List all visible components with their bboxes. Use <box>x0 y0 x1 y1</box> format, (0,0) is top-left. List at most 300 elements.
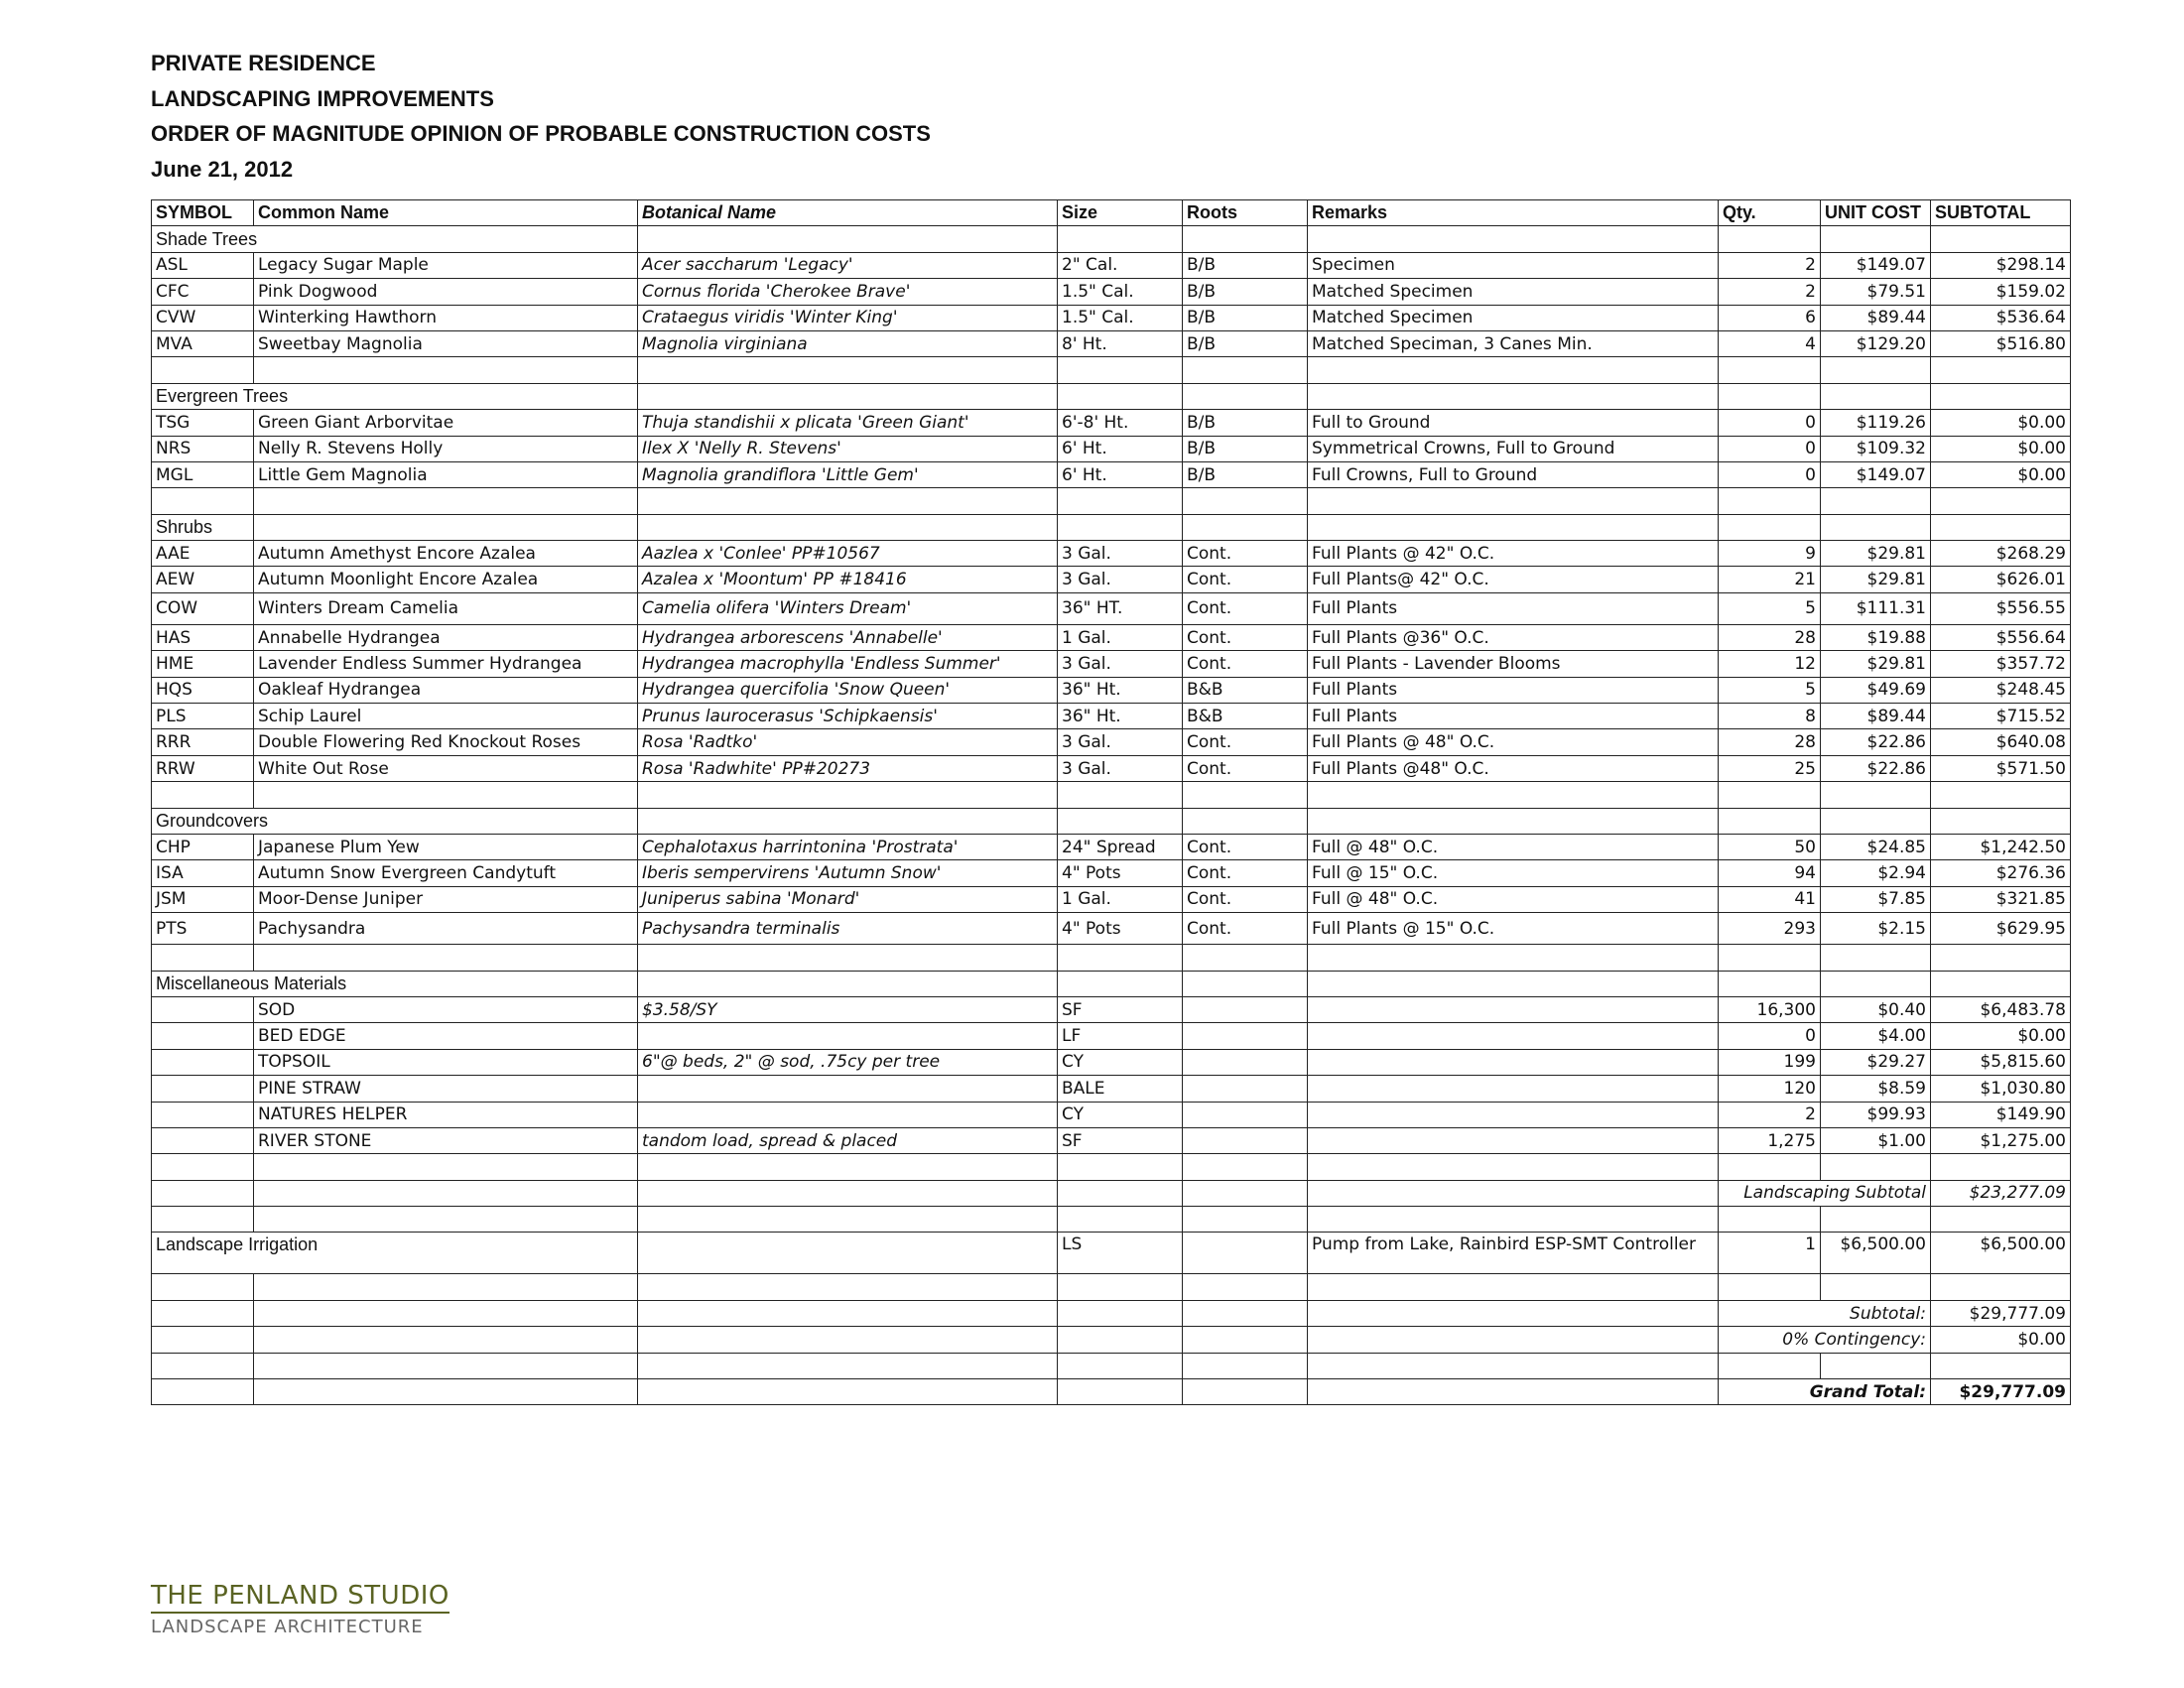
cell-subtotal: $556.55 <box>1931 592 2071 624</box>
cell-remarks: Full Plants @ 42" O.C. <box>1308 541 1719 567</box>
cell-remarks: Full Plants <box>1308 677 1719 703</box>
grand-total-row <box>152 1379 2071 1405</box>
cell-botanical-name: Cornus florida 'Cherokee Brave' <box>638 279 1058 305</box>
cell-unit-cost: $29.27 <box>1821 1049 1931 1075</box>
cell-symbol <box>152 1023 254 1049</box>
cell-subtotal: $276.36 <box>1931 860 2071 886</box>
cell-size: 4" Pots <box>1058 860 1183 886</box>
cell-size: 4" Pots <box>1058 913 1183 945</box>
cell-unit-cost: $149.07 <box>1821 461 1931 487</box>
cell-symbol: PTS <box>152 913 254 945</box>
cell-roots: Cont. <box>1183 541 1308 567</box>
cell-qty: 41 <box>1719 886 1821 912</box>
cell-subtotal: $5,815.60 <box>1931 1049 2071 1075</box>
cell-subtotal: $629.95 <box>1931 913 2071 945</box>
table-row <box>152 279 2071 305</box>
table-body <box>152 226 2071 1405</box>
cell-size: 3 Gal. <box>1058 729 1183 755</box>
cell-common-name: Moor-Dense Juniper <box>254 886 638 912</box>
cell-qty: 199 <box>1719 1049 1821 1075</box>
cell-roots: B/B <box>1183 461 1308 487</box>
cell-roots <box>1183 1049 1308 1075</box>
section-groundcovers: Groundcovers <box>152 808 638 834</box>
cell-roots <box>1183 1076 1308 1102</box>
cell-botanical-name: Juniperus sabina 'Monard' <box>638 886 1058 912</box>
cell-subtotal: $1,275.00 <box>1931 1127 2071 1153</box>
cell-qty: 21 <box>1719 567 1821 592</box>
cell-size: CY <box>1058 1049 1183 1075</box>
cell-qty: 25 <box>1719 755 1821 781</box>
cell-common-name: Japanese Plum Yew <box>254 834 638 859</box>
cell-remarks: Symmetrical Crowns, Full to Ground <box>1308 436 1719 461</box>
table-row <box>152 1023 2071 1049</box>
cell-unit-cost: $4.00 <box>1821 1023 1931 1049</box>
cell-symbol: ISA <box>152 860 254 886</box>
subtotal-label: Subtotal: <box>1719 1300 1931 1326</box>
cell-common-name: Lavender Endless Summer Hydrangea <box>254 651 638 677</box>
cell-roots: Cont. <box>1183 913 1308 945</box>
cell-botanical-name <box>638 1102 1058 1127</box>
col-size: Size <box>1058 200 1183 226</box>
cell-subtotal: $0.00 <box>1931 436 2071 461</box>
section-header-row <box>152 514 2071 540</box>
cell-qty: 293 <box>1719 913 1821 945</box>
irrigation-qty: 1 <box>1719 1233 1821 1274</box>
cell-size: 8' Ht. <box>1058 330 1183 356</box>
cell-botanical-name: Ilex X 'Nelly R. Stevens' <box>638 436 1058 461</box>
cell-qty: 50 <box>1719 834 1821 859</box>
cell-remarks: Full Plants @ 15" O.C. <box>1308 913 1719 945</box>
cell-remarks: Full @ 48" O.C. <box>1308 834 1719 859</box>
title-line-1: PRIVATE RESIDENCE <box>151 51 376 75</box>
cell-common-name: Autumn Amethyst Encore Azalea <box>254 541 638 567</box>
cell-roots: B/B <box>1183 279 1308 305</box>
cell-botanical-name: Pachysandra terminalis <box>638 913 1058 945</box>
cell-qty: 1,275 <box>1719 1127 1821 1153</box>
cell-symbol: HAS <box>152 624 254 650</box>
cell-size: SF <box>1058 996 1183 1022</box>
col-remarks: Remarks <box>1308 200 1719 226</box>
cell-unit-cost: $149.07 <box>1821 252 1931 278</box>
cell-common-name: Autumn Snow Evergreen Candytuft <box>254 860 638 886</box>
cell-botanical-name: Camelia olifera 'Winters Dream' <box>638 592 1058 624</box>
cell-symbol: AAE <box>152 541 254 567</box>
cell-qty: 9 <box>1719 541 1821 567</box>
section-misc-materials: Miscellaneous Materials <box>152 971 638 996</box>
cell-roots: B/B <box>1183 305 1308 330</box>
cell-subtotal: $1,030.80 <box>1931 1076 2071 1102</box>
table-row <box>152 461 2071 487</box>
cell-symbol <box>152 1076 254 1102</box>
cell-botanical-name <box>638 1023 1058 1049</box>
cell-size: 1 Gal. <box>1058 624 1183 650</box>
cell-common-name: TOPSOIL <box>254 1049 638 1075</box>
cell-qty: 28 <box>1719 729 1821 755</box>
section-header-row <box>152 226 2071 252</box>
table-row <box>152 1049 2071 1075</box>
cell-botanical-name: Rosa 'Radtko' <box>638 729 1058 755</box>
cell-qty: 120 <box>1719 1076 1821 1102</box>
cell-qty: 5 <box>1719 592 1821 624</box>
cell-botanical-name: Aazlea x 'Conlee' PP#10567 <box>638 541 1058 567</box>
cell-symbol: RRR <box>152 729 254 755</box>
document-title-block <box>151 46 931 187</box>
cell-subtotal: $536.64 <box>1931 305 2071 330</box>
cell-unit-cost: $111.31 <box>1821 592 1931 624</box>
irrigation-size: LS <box>1058 1233 1183 1274</box>
cell-subtotal: $640.08 <box>1931 729 2071 755</box>
cell-remarks: Matched Specimen <box>1308 279 1719 305</box>
cell-unit-cost: $89.44 <box>1821 704 1931 729</box>
table-row <box>152 755 2071 781</box>
table-row <box>152 436 2071 461</box>
cell-unit-cost: $29.81 <box>1821 567 1931 592</box>
studio-subtitle: LANDSCAPE ARCHITECTURE <box>151 1617 424 1637</box>
cell-common-name: Annabelle Hydrangea <box>254 624 638 650</box>
cell-common-name: BED EDGE <box>254 1023 638 1049</box>
cell-unit-cost: $0.40 <box>1821 996 1931 1022</box>
cell-qty: 6 <box>1719 305 1821 330</box>
cell-subtotal: $0.00 <box>1931 410 2071 436</box>
cell-qty: 94 <box>1719 860 1821 886</box>
cell-common-name: White Out Rose <box>254 755 638 781</box>
cell-unit-cost: $22.86 <box>1821 755 1931 781</box>
table-row <box>152 410 2071 436</box>
cell-qty: 0 <box>1719 1023 1821 1049</box>
contingency-label: 0% Contingency: <box>1719 1327 1931 1353</box>
cell-size: 6' Ht. <box>1058 461 1183 487</box>
blank-row <box>152 782 2071 808</box>
cell-botanical-name: Magnolia grandiflora 'Little Gem' <box>638 461 1058 487</box>
cell-roots: Cont. <box>1183 755 1308 781</box>
cell-qty: 5 <box>1719 677 1821 703</box>
cell-qty: 8 <box>1719 704 1821 729</box>
table-row <box>152 996 2071 1022</box>
cell-botanical-name: Hydrangea macrophylla 'Endless Summer' <box>638 651 1058 677</box>
col-common-name: Common Name <box>254 200 638 226</box>
cell-symbol <box>152 1127 254 1153</box>
cell-subtotal: $556.64 <box>1931 624 2071 650</box>
cell-common-name: Winterking Hawthorn <box>254 305 638 330</box>
cell-unit-cost: $89.44 <box>1821 305 1931 330</box>
cell-remarks: Full @ 15" O.C. <box>1308 860 1719 886</box>
col-qty: Qty. <box>1719 200 1821 226</box>
contingency-row <box>152 1327 2071 1353</box>
cell-botanical-name: Prunus laurocerasus 'Schipkaensis' <box>638 704 1058 729</box>
cell-qty: 0 <box>1719 461 1821 487</box>
cell-subtotal: $357.72 <box>1931 651 2071 677</box>
landscaping-subtotal-value: $23,277.09 <box>1931 1180 2071 1206</box>
cell-roots <box>1183 1102 1308 1127</box>
cell-common-name: RIVER STONE <box>254 1127 638 1153</box>
cell-unit-cost: $22.86 <box>1821 729 1931 755</box>
cell-roots: B/B <box>1183 252 1308 278</box>
col-subtotal: SUBTOTAL <box>1931 200 2071 226</box>
cell-subtotal: $626.01 <box>1931 567 2071 592</box>
cell-remarks: Matched Specimen <box>1308 305 1719 330</box>
cell-botanical-name: Crataegus viridis 'Winter King' <box>638 305 1058 330</box>
blank-row <box>152 1207 2071 1233</box>
cell-unit-cost: $129.20 <box>1821 330 1931 356</box>
cell-unit-cost: $119.26 <box>1821 410 1931 436</box>
cell-size: 36" HT. <box>1058 592 1183 624</box>
cell-common-name: SOD <box>254 996 638 1022</box>
table-row <box>152 729 2071 755</box>
cell-qty: 0 <box>1719 410 1821 436</box>
cell-subtotal: $6,483.78 <box>1931 996 2071 1022</box>
cell-qty: 4 <box>1719 330 1821 356</box>
title-date: June 21, 2012 <box>151 156 294 182</box>
cell-symbol: CFC <box>152 279 254 305</box>
cell-remarks: Full Plants @48" O.C. <box>1308 755 1719 781</box>
cell-remarks <box>1308 1023 1719 1049</box>
cell-common-name: Sweetbay Magnolia <box>254 330 638 356</box>
cell-qty: 2 <box>1719 1102 1821 1127</box>
table-row <box>152 651 2071 677</box>
cell-common-name: NATURES HELPER <box>254 1102 638 1127</box>
cell-common-name: PINE STRAW <box>254 1076 638 1102</box>
cell-subtotal: $571.50 <box>1931 755 2071 781</box>
cell-remarks <box>1308 1102 1719 1127</box>
cell-common-name: Winters Dream Camelia <box>254 592 638 624</box>
cell-unit-cost: $7.85 <box>1821 886 1931 912</box>
cell-unit-cost: $19.88 <box>1821 624 1931 650</box>
cell-common-name: Pachysandra <box>254 913 638 945</box>
cell-qty: 12 <box>1719 651 1821 677</box>
table-row <box>152 1076 2071 1102</box>
section-evergreen-trees: Evergreen Trees <box>152 383 638 409</box>
cell-symbol <box>152 1049 254 1075</box>
cell-size: 2" Cal. <box>1058 252 1183 278</box>
cell-size: 36" Ht. <box>1058 704 1183 729</box>
blank-row <box>152 1154 2071 1180</box>
cell-qty: 0 <box>1719 436 1821 461</box>
cell-size: 1.5" Cal. <box>1058 305 1183 330</box>
cell-symbol: HQS <box>152 677 254 703</box>
subtotal-row <box>152 1300 2071 1326</box>
cell-botanical-name: Hydrangea arborescens 'Annabelle' <box>638 624 1058 650</box>
table-row <box>152 860 2071 886</box>
irrigation-unit-cost: $6,500.00 <box>1821 1233 1931 1274</box>
table-row <box>152 913 2071 945</box>
cell-common-name: Double Flowering Red Knockout Roses <box>254 729 638 755</box>
cell-subtotal: $715.52 <box>1931 704 2071 729</box>
grand-total-label: Grand Total: <box>1719 1379 1931 1405</box>
cell-remarks <box>1308 996 1719 1022</box>
cell-symbol: PLS <box>152 704 254 729</box>
section-landscape-irrigation: Landscape Irrigation <box>152 1233 638 1274</box>
title-line-2: LANDSCAPING IMPROVEMENTS <box>151 85 494 111</box>
section-header-row <box>152 808 2071 834</box>
cell-subtotal: $248.45 <box>1931 677 2071 703</box>
cell-common-name: Oakleaf Hydrangea <box>254 677 638 703</box>
cell-symbol: HME <box>152 651 254 677</box>
cell-unit-cost: $29.81 <box>1821 541 1931 567</box>
cell-roots <box>1183 996 1308 1022</box>
cell-unit-cost: $29.81 <box>1821 651 1931 677</box>
cell-qty: 16,300 <box>1719 996 1821 1022</box>
cell-remarks <box>1308 1076 1719 1102</box>
cell-botanical-name <box>638 1076 1058 1102</box>
table-row <box>152 624 2071 650</box>
section-header-row <box>152 383 2071 409</box>
cell-roots: Cont. <box>1183 624 1308 650</box>
cell-common-name: Legacy Sugar Maple <box>254 252 638 278</box>
cell-botanical-name: Iberis sempervirens 'Autumn Snow' <box>638 860 1058 886</box>
cell-subtotal: $298.14 <box>1931 252 2071 278</box>
cell-remarks <box>1308 1049 1719 1075</box>
cell-botanical-name: Hydrangea quercifolia 'Snow Queen' <box>638 677 1058 703</box>
table-row <box>152 834 2071 859</box>
cell-symbol <box>152 996 254 1022</box>
cell-unit-cost: $79.51 <box>1821 279 1931 305</box>
cell-remarks: Specimen <box>1308 252 1719 278</box>
cell-size: BALE <box>1058 1076 1183 1102</box>
cell-subtotal: $268.29 <box>1931 541 2071 567</box>
col-unit-cost: UNIT COST <box>1821 200 1931 226</box>
table-row <box>152 567 2071 592</box>
cell-size: CY <box>1058 1102 1183 1127</box>
blank-row <box>152 945 2071 971</box>
table-row <box>152 541 2071 567</box>
cell-roots: Cont. <box>1183 860 1308 886</box>
cell-botanical-name: Azalea x 'Moontum' PP #18416 <box>638 567 1058 592</box>
cell-botanical-name: tandom load, spread & placed <box>638 1127 1058 1153</box>
cell-symbol: JSM <box>152 886 254 912</box>
cell-common-name: Schip Laurel <box>254 704 638 729</box>
cell-unit-cost: $1.00 <box>1821 1127 1931 1153</box>
studio-name: THE PENLAND STUDIO <box>151 1581 450 1614</box>
cell-botanical-name: $3.58/SY <box>638 996 1058 1022</box>
cell-subtotal: $321.85 <box>1931 886 2071 912</box>
irrigation-remarks: Pump from Lake, Rainbird ESP-SMT Controller <box>1308 1233 1719 1274</box>
cell-unit-cost: $8.59 <box>1821 1076 1931 1102</box>
cell-remarks: Full Plants <box>1308 592 1719 624</box>
cell-botanical-name: 6"@ beds, 2" @ sod, .75cy per tree <box>638 1049 1058 1075</box>
cell-common-name: Green Giant Arborvitae <box>254 410 638 436</box>
cell-remarks: Full Plants@ 42" O.C. <box>1308 567 1719 592</box>
cell-roots: B/B <box>1183 436 1308 461</box>
section-header-row <box>152 971 2071 996</box>
cell-roots: Cont. <box>1183 651 1308 677</box>
table-row <box>152 677 2071 703</box>
section-shade-trees: Shade Trees <box>152 226 638 252</box>
cell-size: 1.5" Cal. <box>1058 279 1183 305</box>
cell-subtotal: $0.00 <box>1931 1023 2071 1049</box>
cell-size: 6' Ht. <box>1058 436 1183 461</box>
cell-size: LF <box>1058 1023 1183 1049</box>
cell-remarks: Matched Speciman, 3 Canes Min. <box>1308 330 1719 356</box>
cell-size: 3 Gal. <box>1058 651 1183 677</box>
cell-unit-cost: $49.69 <box>1821 677 1931 703</box>
cell-roots: Cont. <box>1183 834 1308 859</box>
table-row <box>152 305 2071 330</box>
table-row <box>152 886 2071 912</box>
blank-row <box>152 1274 2071 1300</box>
cell-roots: B/B <box>1183 410 1308 436</box>
cell-size: 3 Gal. <box>1058 567 1183 592</box>
title-line-3: ORDER OF MAGNITUDE OPINION OF PROBABLE CONSTRUCTION COSTS <box>151 121 931 146</box>
table-row <box>152 252 2071 278</box>
cell-size: 24" Spread <box>1058 834 1183 859</box>
irrigation-row <box>152 1233 2071 1274</box>
cell-common-name: Pink Dogwood <box>254 279 638 305</box>
cell-qty: 2 <box>1719 252 1821 278</box>
cell-roots: B&B <box>1183 677 1308 703</box>
cell-symbol: AEW <box>152 567 254 592</box>
cell-botanical-name: Thuja standishii x plicata 'Green Giant' <box>638 410 1058 436</box>
cell-roots: Cont. <box>1183 886 1308 912</box>
cell-remarks <box>1308 1127 1719 1153</box>
landscaping-subtotal-row <box>152 1180 2071 1206</box>
cell-unit-cost: $109.32 <box>1821 436 1931 461</box>
cell-roots: B&B <box>1183 704 1308 729</box>
cell-unit-cost: $2.94 <box>1821 860 1931 886</box>
cell-remarks: Full Plants - Lavender Blooms <box>1308 651 1719 677</box>
cell-common-name: Nelly R. Stevens Holly <box>254 436 638 461</box>
cell-symbol: CVW <box>152 305 254 330</box>
blank-row <box>152 488 2071 514</box>
cell-roots: B/B <box>1183 330 1308 356</box>
cell-symbol: ASL <box>152 252 254 278</box>
cell-size: SF <box>1058 1127 1183 1153</box>
cell-remarks: Full Plants <box>1308 704 1719 729</box>
blank-row <box>152 357 2071 383</box>
cell-remarks: Full Plants @36" O.C. <box>1308 624 1719 650</box>
cell-unit-cost: $24.85 <box>1821 834 1931 859</box>
cell-botanical-name: Cephalotaxus harrintonina 'Prostrata' <box>638 834 1058 859</box>
cell-subtotal: $1,242.50 <box>1931 834 2071 859</box>
cell-symbol: CHP <box>152 834 254 859</box>
cell-common-name: Little Gem Magnolia <box>254 461 638 487</box>
cell-roots: Cont. <box>1183 729 1308 755</box>
header-row <box>152 200 2071 226</box>
cell-qty: 2 <box>1719 279 1821 305</box>
cell-roots: Cont. <box>1183 567 1308 592</box>
cell-symbol <box>152 1102 254 1127</box>
section-shrubs: Shrubs <box>152 514 254 540</box>
table-row <box>152 592 2071 624</box>
cell-roots: Cont. <box>1183 592 1308 624</box>
cell-subtotal: $0.00 <box>1931 461 2071 487</box>
cell-unit-cost: $99.93 <box>1821 1102 1931 1127</box>
cell-size: 36" Ht. <box>1058 677 1183 703</box>
cell-common-name: Autumn Moonlight Encore Azalea <box>254 567 638 592</box>
cell-remarks: Full to Ground <box>1308 410 1719 436</box>
cell-subtotal: $516.80 <box>1931 330 2071 356</box>
table-row <box>152 704 2071 729</box>
irrigation-subtotal: $6,500.00 <box>1931 1233 2071 1274</box>
studio-logo <box>151 1581 450 1637</box>
cell-size: 3 Gal. <box>1058 755 1183 781</box>
cell-symbol: RRW <box>152 755 254 781</box>
cell-symbol: TSG <box>152 410 254 436</box>
cell-roots <box>1183 1023 1308 1049</box>
table-row <box>152 330 2071 356</box>
cell-roots <box>1183 1127 1308 1153</box>
cell-symbol: COW <box>152 592 254 624</box>
col-symbol: SYMBOL <box>152 200 254 226</box>
contingency-value: $0.00 <box>1931 1327 2071 1353</box>
cell-botanical-name: Rosa 'Radwhite' PP#20273 <box>638 755 1058 781</box>
col-roots: Roots <box>1183 200 1308 226</box>
landscaping-subtotal-label: Landscaping Subtotal <box>1719 1180 1931 1206</box>
cell-remarks: Full @ 48" O.C. <box>1308 886 1719 912</box>
cell-botanical-name: Acer saccharum 'Legacy' <box>638 252 1058 278</box>
col-botanical-name: Botanical Name <box>638 200 1058 226</box>
grand-total-value: $29,777.09 <box>1931 1379 2071 1405</box>
cell-remarks: Full Crowns, Full to Ground <box>1308 461 1719 487</box>
